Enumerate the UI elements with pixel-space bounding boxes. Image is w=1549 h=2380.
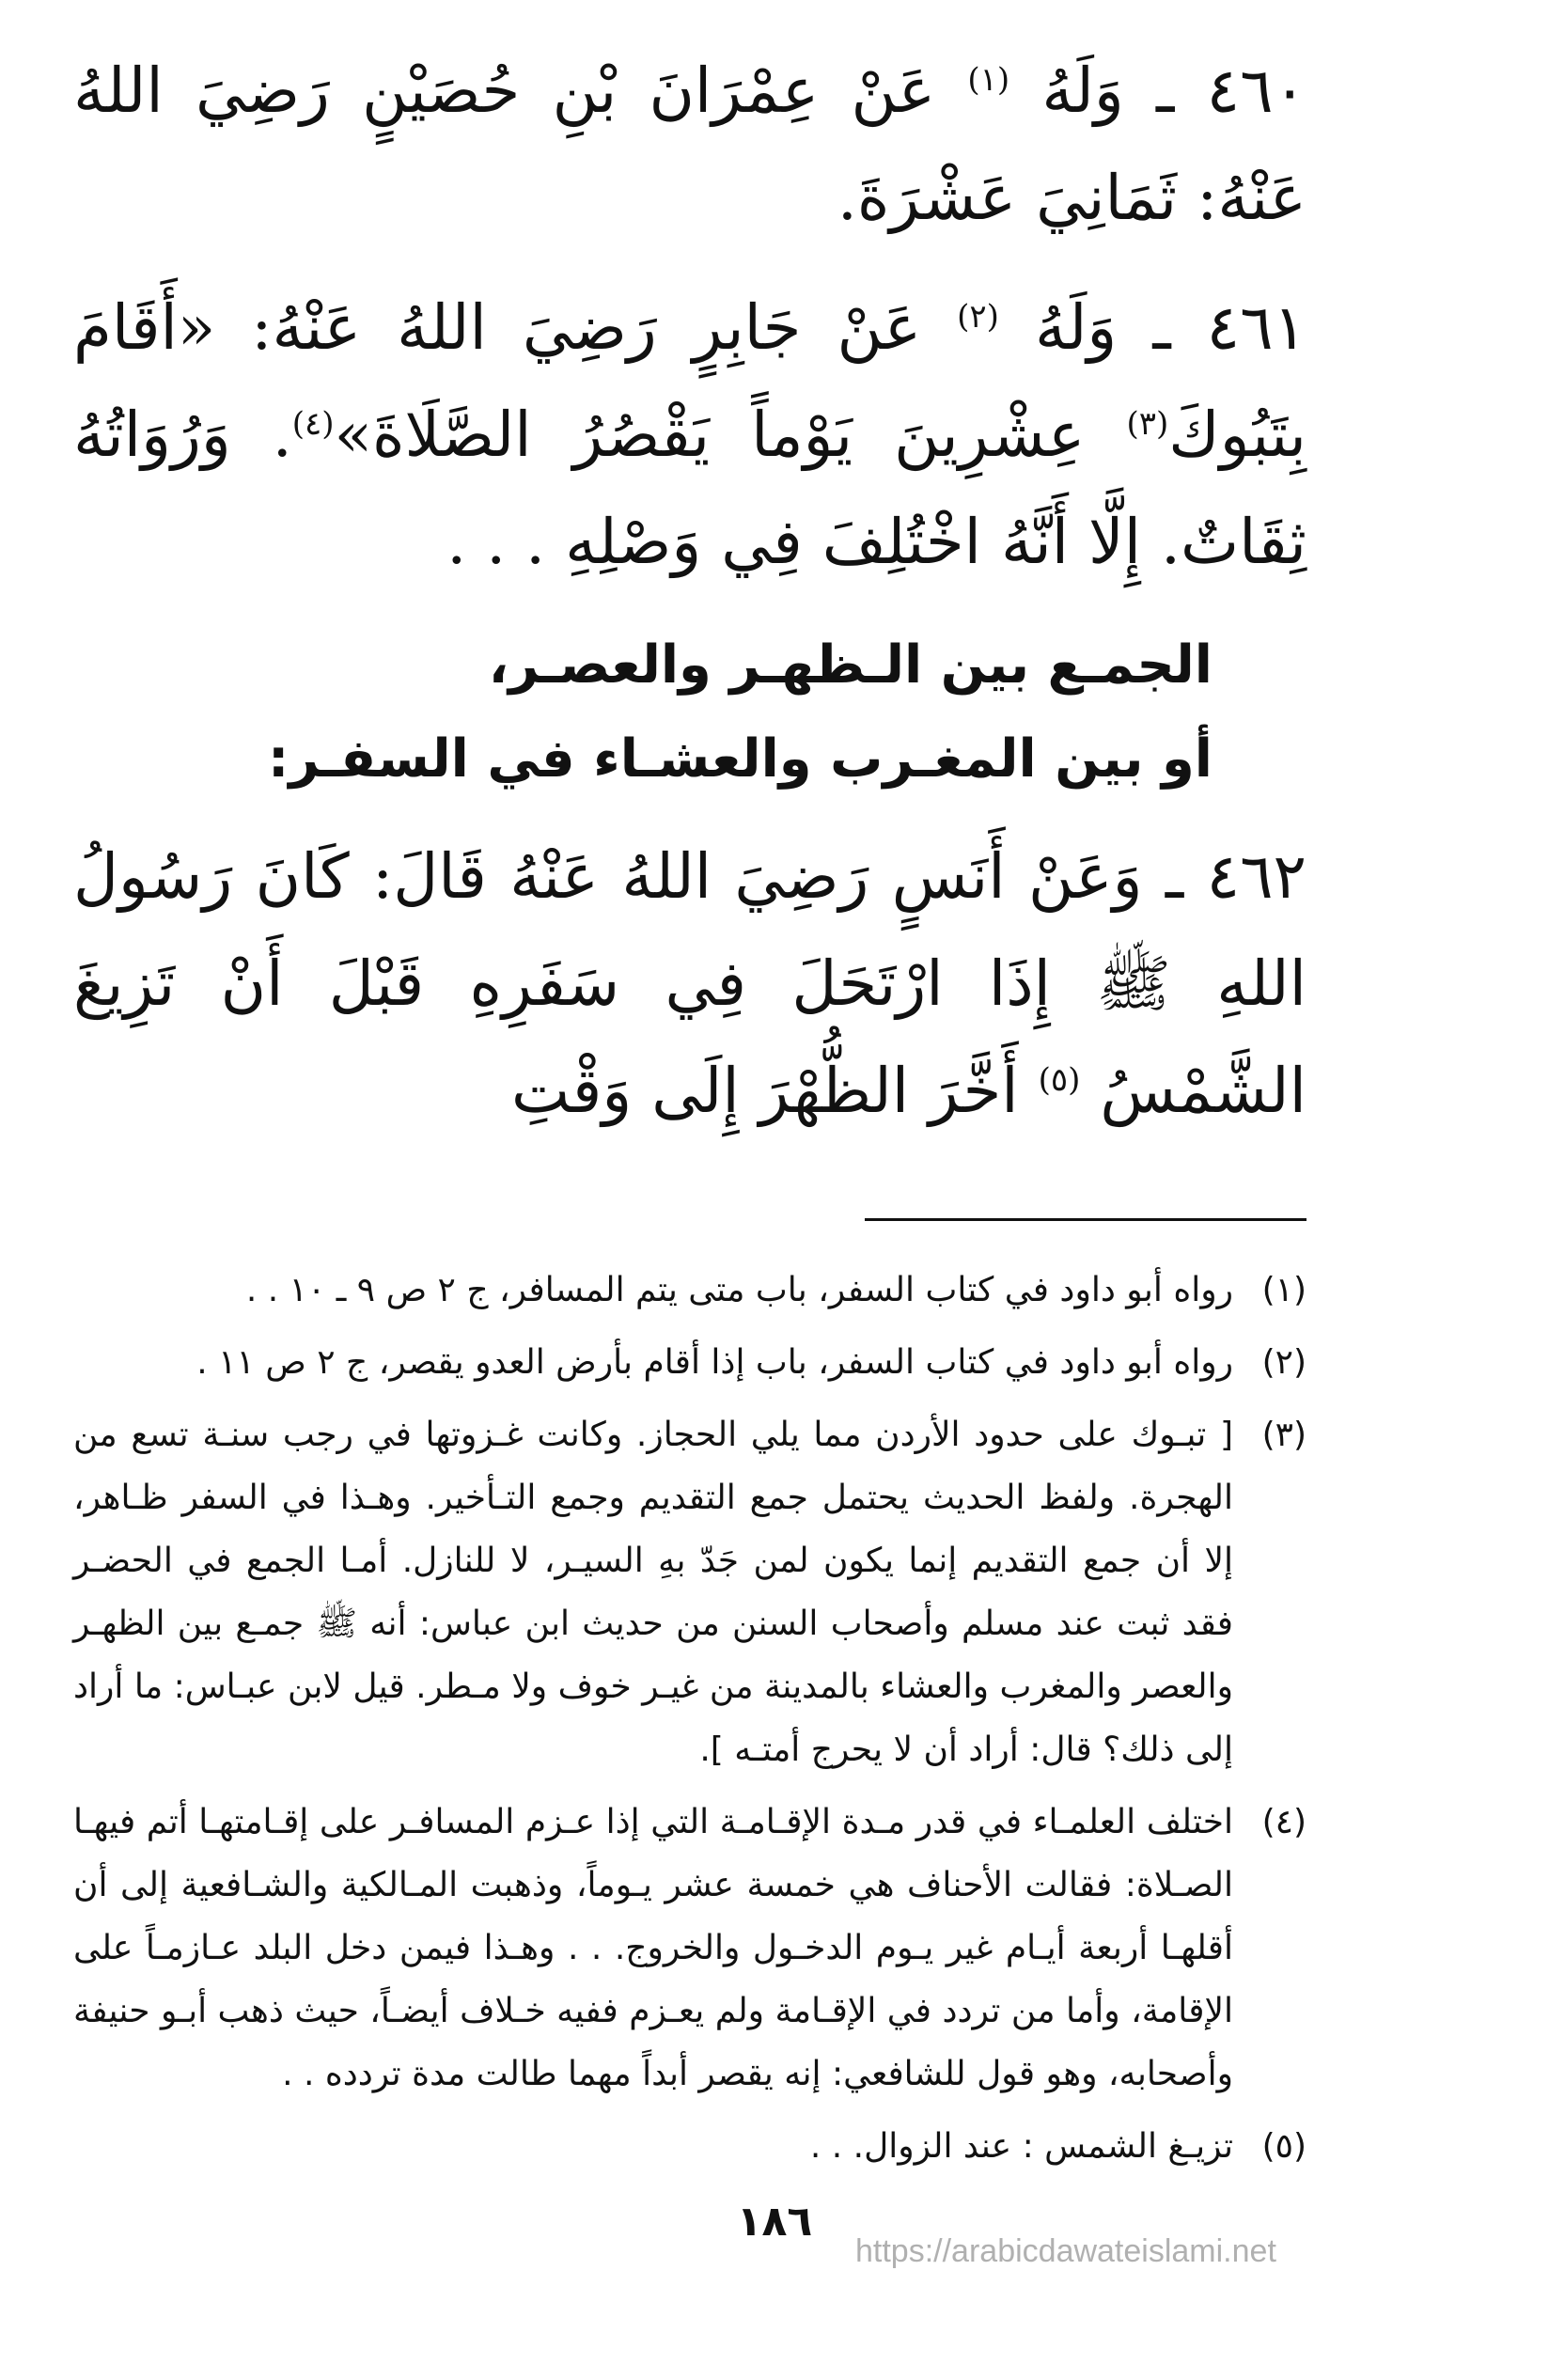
footnote-number: (٥) [1261, 2127, 1306, 2166]
footnote [73, 1331, 1306, 1394]
section-heading [73, 618, 1306, 806]
hadith-number: ٤٦١ [1206, 291, 1307, 364]
footnote [73, 1791, 1306, 2106]
footnote-number: (١) [1261, 1271, 1306, 1309]
footnote-ref: (٥) [1038, 1061, 1081, 1099]
heading-line: أو بين المغـرب والعشـاء في السفـر: [267, 728, 1213, 790]
hadith-number: ٤٦٢ [1206, 840, 1306, 913]
footnote [73, 1403, 1306, 1781]
hadith-number: ٤٦٠ [1206, 55, 1307, 127]
footnote-text: اختلف العلمـاء في قدر مـدة الإقـامـة التي إذا عـزم المسافـر على إقـامتهـا أتم فيهـا الصـلاة: فقالت الأحناف هي خمسة عشر يـوماً، وذهبت المـالكية والشـافعية إلى أن أقلهـا أربعة أيـام غير يـوم الدخـول والخروج. . . وهـذا فيمن دخل البلد عـازمـاً على الإقامة، وأما من تردد في الإقـامة ولم يعـزم ففيه خـلاف أيضـاً، حيث ذهب أبـو حنيفة وأصحابه، وهو قول للشافعي: إنه يقصر أبداً مهما طالت مدة تردده . . [73, 1803, 1233, 2093]
watermark-url: https://arabicdawateislami.net [855, 2233, 1276, 2269]
footnote-number: (٢) [1261, 1343, 1306, 1382]
footnote-ref: (٢) [957, 298, 999, 336]
heading-line: الجمـع بين الـظهـر والعصـر، [488, 634, 1213, 696]
hadith-text: عَنْ عِمْرَانَ بْنِ حُصَيْنٍ رَضِيَ اللهُ عَنْهُ: ثَمَانِيَ عَشْرَةَ. [73, 55, 1306, 234]
footnote-divider [865, 1218, 1306, 1221]
page-number: ١٨٦ [736, 2198, 813, 2246]
hadith-text: أَخَّرَ الظُّهْرَ إِلَى وَقْتِ [511, 1055, 1019, 1127]
footnote-ref: (٣) [1126, 405, 1169, 443]
footnote-ref: (١) [967, 61, 1010, 99]
footnote-text: رواه أبو داود في كتاب السفر، باب إذا أقام بأرض العدو يقصر، ج ٢ ص ١١ . [196, 1343, 1233, 1382]
hadith-text: عَنْ جَابِرٍ رَضِيَ اللهُ عَنْهُ: «أَقَامَ بِتَبُوكَ [73, 291, 1306, 471]
hadith-text: وَلَهُ [1034, 291, 1118, 364]
hadith-text: وَعَنْ أَنَسٍ رَضِيَ اللهُ عَنْهُ قَالَ: كَانَ رَسُولُ اللهِ ﷺ إِذَا ارْتَحَلَ فِي سَفَرِهِ قَبْلَ أَنْ تَزِيغَ الشَّمْسُ [73, 840, 1306, 1127]
hadith-text: وَلَهُ [1041, 55, 1124, 127]
footnote-number: (٣) [1261, 1416, 1306, 1454]
hadith-462: ٤٦٢ ـ وَعَنْ أَنَسٍ رَضِيَ اللهُ عَنْهُ قَالَ: كَانَ رَسُولُ اللهِ ﷺ إِذَا ارْتَحَلَ فِي سَفَرِهِ قَبْلَ أَنْ تَزِيغَ الشَّمْسُ $^{(٥)}$ أَخَّرَ الظُّهْرَ إِلَى وَقْتِ [73, 840, 1306, 1127]
footnote-text: رواه أبو داود في كتاب السفر، باب متى يتم المسافر، ج ٢ ص ٩ ـ ١٠ . . [245, 1271, 1233, 1309]
footnote-ref: (٤) [291, 405, 335, 443]
footnote-text: تزيـغ الشمس : عند الزوال. . . [809, 2127, 1233, 2166]
hadith-text: . وَرُوَاتُهُ ثِقَاتٌ. إِلَّا أَنَّهُ اخْتُلِفَ فِي وَصْلِهِ . . . [73, 399, 1306, 578]
footnote-number: (٤) [1261, 1803, 1306, 1841]
hadith-461: ٤٦١ ـ وَلَهُ $^{(٢)}$ عَنْ جَابِرٍ رَضِيَ اللهُ عَنْهُ: «أَقَامَ بِتَبُوكَ$^{(٣)}$ عِشْرِينَ يَوْماً يَقْصُرُ الصَّلَاةَ»$^{(٤)}$. وَرُوَاتُهُ ثِقَاتٌ. إِلَّا أَنَّهُ اخْتُلِفَ فِي وَصْلِهِ . . . [73, 291, 1307, 578]
book-page [73, 38, 1306, 2331]
footnote-text: [ تبـوك على حدود الأردن مما يلي الحجاز. وكانت غـزوتها في رجب سنـة تسع من الهجرة. ولفظ الحديث يحتمل جمع التقديم وجمع التـأخير. وهـذا في السفر ظـاهر، إلا أن جمع التقديم إنما يكون لمن جَدّ بهِ السيـر، لا للنازل. أمـا الجمع في الحضـر فقد ثبت عند مسلم وأصحاب السنن من حديث ابن عباس: أنه ﷺ جمـع بين الظهـر والعصر والمغرب والعشاء بالمدينة من غيـر خوف ولا مـطر. قيل لابن عبـاس: ما أراد إلى ذلك؟ قال: أراد أن لا يحرج أمتـه ]. [73, 1416, 1233, 1769]
footnote [73, 1259, 1306, 1322]
footnotes [73, 1259, 1306, 2178]
hadith-460: ٤٦٠ ـ وَلَهُ $^{(١)}$ عَنْ عِمْرَانَ بْنِ حُصَيْنٍ رَضِيَ اللهُ عَنْهُ: ثَمَانِيَ عَشْرَةَ. [73, 55, 1307, 234]
footnote [73, 2115, 1306, 2178]
hadith-text: عِشْرِينَ يَوْماً يَقْصُرُ الصَّلَاةَ» [334, 399, 1086, 471]
